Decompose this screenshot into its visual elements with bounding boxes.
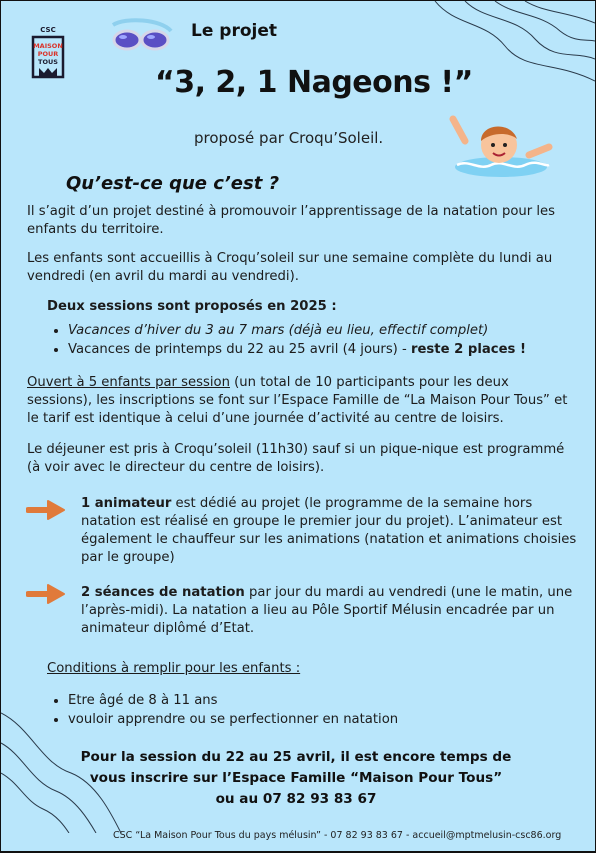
arrow-right-icon <box>26 583 68 605</box>
session-winter: Vacances d’hiver du 3 au 7 mars (déjà eu lieu, effectif complet) <box>68 323 489 338</box>
arrow-right-icon <box>26 499 68 521</box>
call-to-action <box>61 747 531 810</box>
point-natation <box>81 584 581 638</box>
sessions-title: Deux sessions sont proposés en 2025 : <box>47 299 337 314</box>
cta-line-2: vous inscrire sur l’Espace Famille “Maison Pour Tous” <box>89 770 503 786</box>
places-remaining: reste 2 places ! <box>410 342 526 357</box>
paragraph-inscriptions <box>27 374 577 428</box>
conditions-title: Conditions à remplir pour les enfants : <box>47 661 301 676</box>
point-animateur <box>81 495 581 567</box>
project-title: “3, 2, 1 Nageons !” <box>155 65 473 100</box>
csc-logo <box>31 26 65 78</box>
footer-contact: CSC “La Maison Pour Tous du pays mélusin” - 07 82 93 83 67 - accueil@mptmelusin-csc86.org <box>113 830 562 841</box>
maison-pour-tous-logo-icon <box>31 35 65 79</box>
logo-line-1: MAISON <box>33 42 63 50</box>
logo-csc-text: CSC <box>40 26 56 34</box>
swim-goggles-icon <box>111 15 173 57</box>
swimming-child-icon <box>449 109 553 187</box>
sessions-list <box>52 321 526 359</box>
project-subtitle: proposé par Croqu’Soleil. <box>194 129 384 147</box>
conditions-list <box>52 691 398 729</box>
list-item: • Etre âgé de 8 à 11 ans <box>68 691 398 710</box>
capacity-text: Ouvert à 5 enfants par session <box>27 375 230 390</box>
animateur-text: est dédié au projet (le programme de la semaine hors natation est réalisé en groupe le premier jour du projet). L’animateur est également le chauffeur sur les animations (natation et animations choisies par le groupe) <box>81 496 577 565</box>
flyer-page <box>1 1 595 851</box>
session-spring: Vacances de printemps du 22 au 25 avril (4 jours) - <box>68 342 411 357</box>
inscriptions-text: (un total de 10 participants pour les deux sessions), les inscriptions se font sur l’Espace Famille de “La Maison Pour Tous” et le tarif est identique à celui d’une journée d’activité au centre de loisirs. <box>27 375 568 426</box>
list-item <box>68 340 526 359</box>
natation-bold: 2 séances de natation <box>81 585 245 600</box>
animateur-bold: 1 animateur <box>81 496 172 511</box>
paragraph-intro: Il s’agit d’un projet destiné à promouvoir l’apprentissage de la natation pour les enfants du territoire. <box>27 204 556 237</box>
cta-line-3: ou au 07 82 93 83 67 <box>215 791 377 807</box>
paragraph-accueil: Les enfants sont accueillis à Croqu’soleil sur une semaine complète du lundi au vendredi (en avril du mardi au vendredi). <box>27 251 553 284</box>
title-le-projet: Le projet <box>191 21 277 41</box>
logo-line-2: POUR <box>37 50 59 58</box>
paragraph-dejeuner: Le déjeuner est pris à Croqu’soleil (11h30) sauf si un pique-nique est programmé (à voir avec le directeur du centre de loisirs). <box>27 442 565 475</box>
cta-line-1: Pour la session du 22 au 25 avril, il est encore temps de <box>80 749 512 765</box>
list-item: • vouloir apprendre ou se perfectionner en natation <box>68 710 398 729</box>
list-item <box>68 321 526 340</box>
natation-text: par jour du mardi au vendredi (une le matin, une l’après-midi). La natation a lieu au Pôle Sportif Mélusin encadrée par un animateur diplômé d’Etat. <box>81 585 573 636</box>
logo-line-3: TOUS <box>38 58 58 66</box>
section-title: Qu’est-ce que c’est ? <box>66 173 280 194</box>
